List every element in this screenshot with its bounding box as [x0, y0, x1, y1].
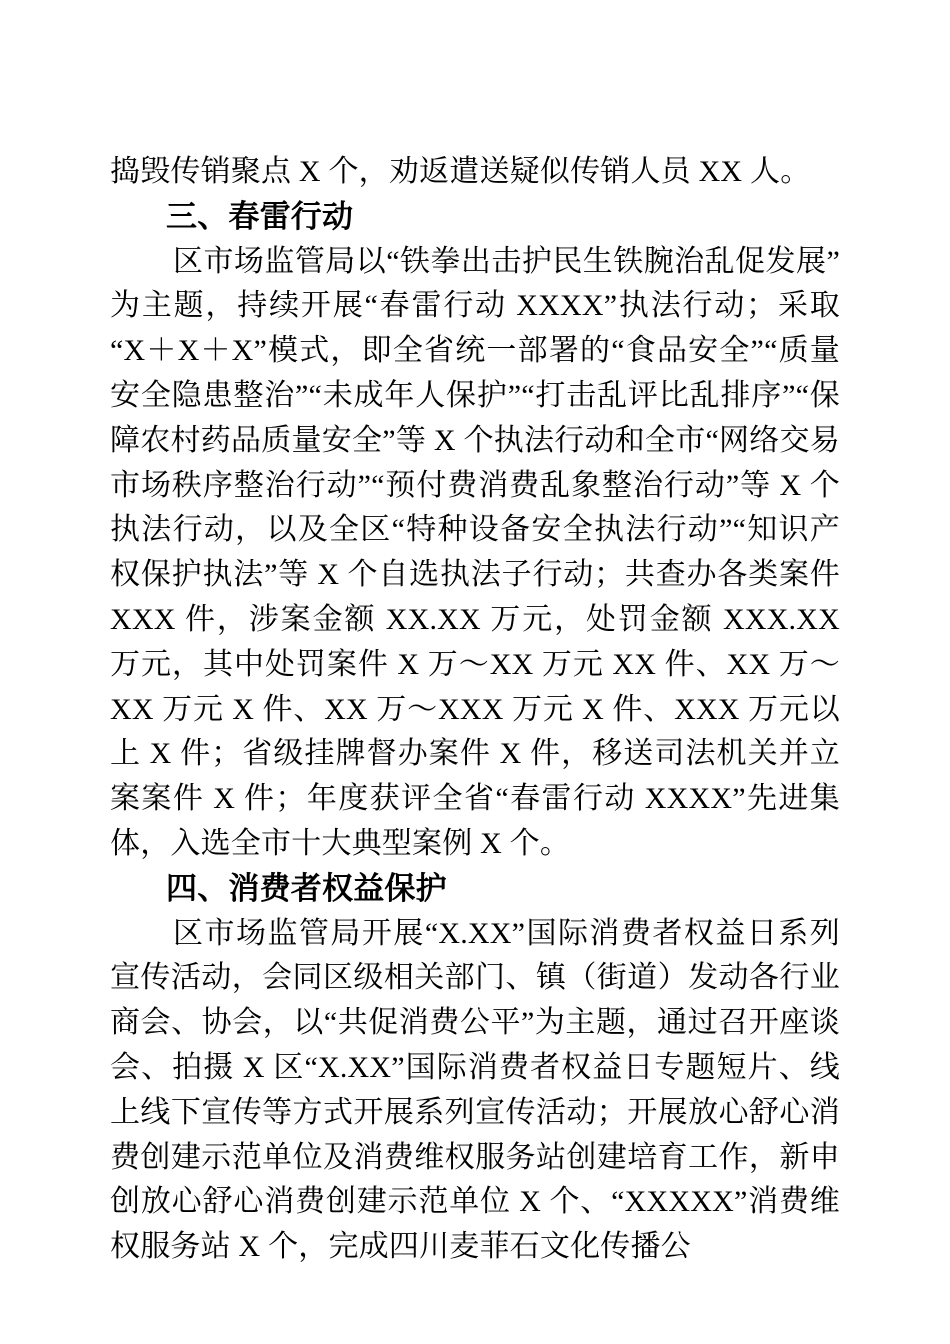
- body-paragraph: 区市场监管局开展“X.XX”国际消费者权益日系列宣传活动，会同区级相关部门、镇（街道）发动各行业商会、协会，以“共促消费公平”为主题，通过召开座谈会、拍摄 X 区“X.XX”国际消费者权益日专题短片、线上线下宣传等方式开展系列宣传活动；开展放心舒心消费创建示范单位及消费维权服务站创建培育工作，新申创放心舒心消费创建示范单位 X 个、“XXXXX”消费维权服务站 X 个，完成四川麦菲石文化传播公: [110, 916, 840, 1264]
- section-heading: 三、春雷行动: [166, 198, 354, 234]
- section-heading: 四、消费者权益保护: [166, 870, 447, 906]
- body-paragraph: 区市场监管局以“铁拳出击护民生铁腕治乱促发展”为主题，持续开展“春雷行动 XXXX”执法行动；采取“X＋X＋X”模式，即全省统一部署的“食品安全”“质量安全隐患整治”“未成年人保护”“打击乱评比乱排序”“保障农村药品质量安全”等 X 个执法行动和全市“网络交易市场秩序整治行动”“预付费消费乱象整治行动”等 X 个执法行动，以及全区“特种设备安全执法行动”“知识产权保护执法”等 X 个自选执法子行动；共查办各类案件 XXX 件，涉案金额 XX.XX 万元，处罚金额 XXX.XX 万元，其中处罚案件 X 万〜XX 万元 XX 件、XX 万〜XX 万元 X 件、XX 万〜XXX 万元 X 件、XXX 万元以上 X 件；省级挂牌督办案件 X 件，移送司法机关并立案案件 X 件；年度获评全省“春雷行动 XXXX”先进集体，入选全市十大典型案例 X 个。: [110, 244, 840, 860]
- text-content: [110, 150, 840, 1270]
- body-paragraph: 捣毁传销聚点 X 个，劝返遣送疑似传销人员 XX 人。: [110, 155, 811, 188]
